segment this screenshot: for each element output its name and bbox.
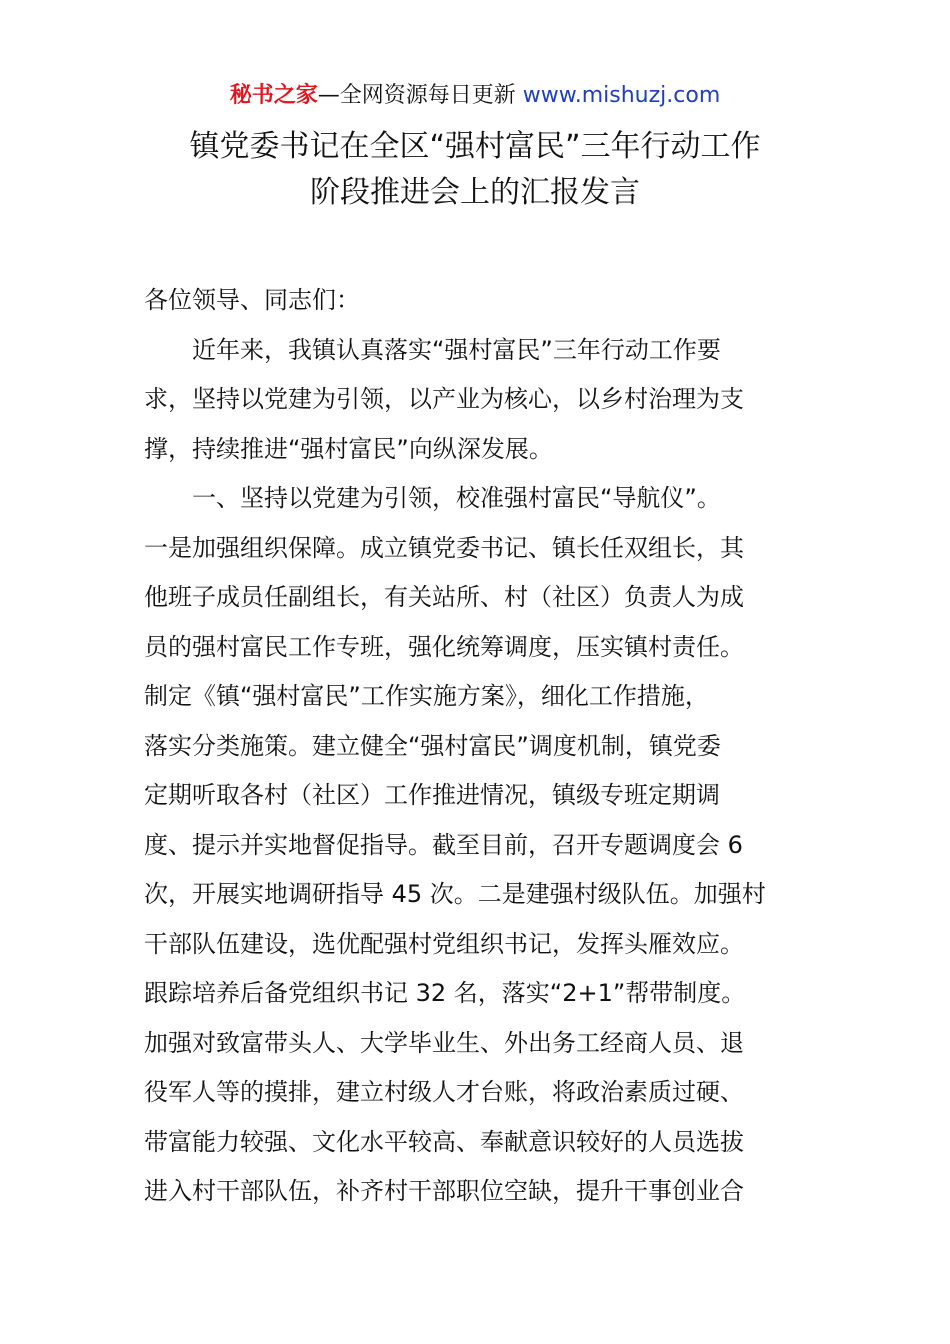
body-line: 他班子成员任副组长，有关站所、村（社区）负责人为成 <box>144 583 744 611</box>
body-line: 员的强村富民工作专班，强化统筹调度，压实镇村责任。 <box>144 632 744 661</box>
title-line-1: 镇党委书记在全区“强村富民”三年行动工作 <box>189 129 761 164</box>
body-line: 进入村干部队伍，补齐村干部职位空缺，提升干事创业合 <box>144 1177 744 1205</box>
section-heading-1: 一、坚持以党建为引领，校准强村富民“导航仪”。 <box>192 484 721 512</box>
body-line: 带富能力较强、文化水平较高、奉献意识较好的人员选拔 <box>144 1127 744 1156</box>
site-tagline: —全网资源每日更新 <box>317 83 516 108</box>
document-title <box>0 124 950 216</box>
body-line: 次，开展实地调研指导 45 次。二是建强村级队伍。加强村 <box>144 880 766 908</box>
document-body <box>144 276 808 1217</box>
body-line: 求，坚持以党建为引领，以产业为核心，以乡村治理为支 <box>144 385 744 413</box>
body-line: 跟踪培养后备党组织书记 32 名，落实“2+1”帮带制度。 <box>144 979 746 1007</box>
body-line: 干部队伍建设，选优配强村党组织书记，发挥头雁效应。 <box>144 929 744 958</box>
site-header <box>0 80 950 112</box>
title-line-2: 阶段推进会上的汇报发言 <box>310 175 640 210</box>
body-line: 定期听取各村（社区）工作推进情况，镇级专班定期调 <box>144 781 720 809</box>
body-line: 近年来，我镇认真落实“强村富民”三年行动工作要 <box>192 335 721 364</box>
site-brand: 秘书之家 <box>229 83 318 108</box>
body-line: 一是加强组织保障。成立镇党委书记、镇长任双组长，其 <box>144 533 744 562</box>
salutation: 各位领导、同志们： <box>144 286 360 314</box>
body-line: 制定《镇“强村富民”工作实施方案》，细化工作措施， <box>144 682 709 710</box>
body-line: 役军人等的摸排，建立村级人才台账，将政治素质过硬、 <box>144 1078 744 1106</box>
body-line: 落实分类施策。建立健全“强村富民”调度机制，镇党委 <box>144 731 721 760</box>
body-line: 撑，持续推进“强村富民”向纵深发展。 <box>144 434 553 463</box>
site-url-link[interactable]: www.mishuzj.com <box>522 83 721 108</box>
body-line: 加强对致富带头人、大学毕业生、外出务工经商人员、退 <box>144 1028 744 1057</box>
body-line: 度、提示并实地督促指导。截至目前，召开专题调度会 6 <box>144 830 743 859</box>
